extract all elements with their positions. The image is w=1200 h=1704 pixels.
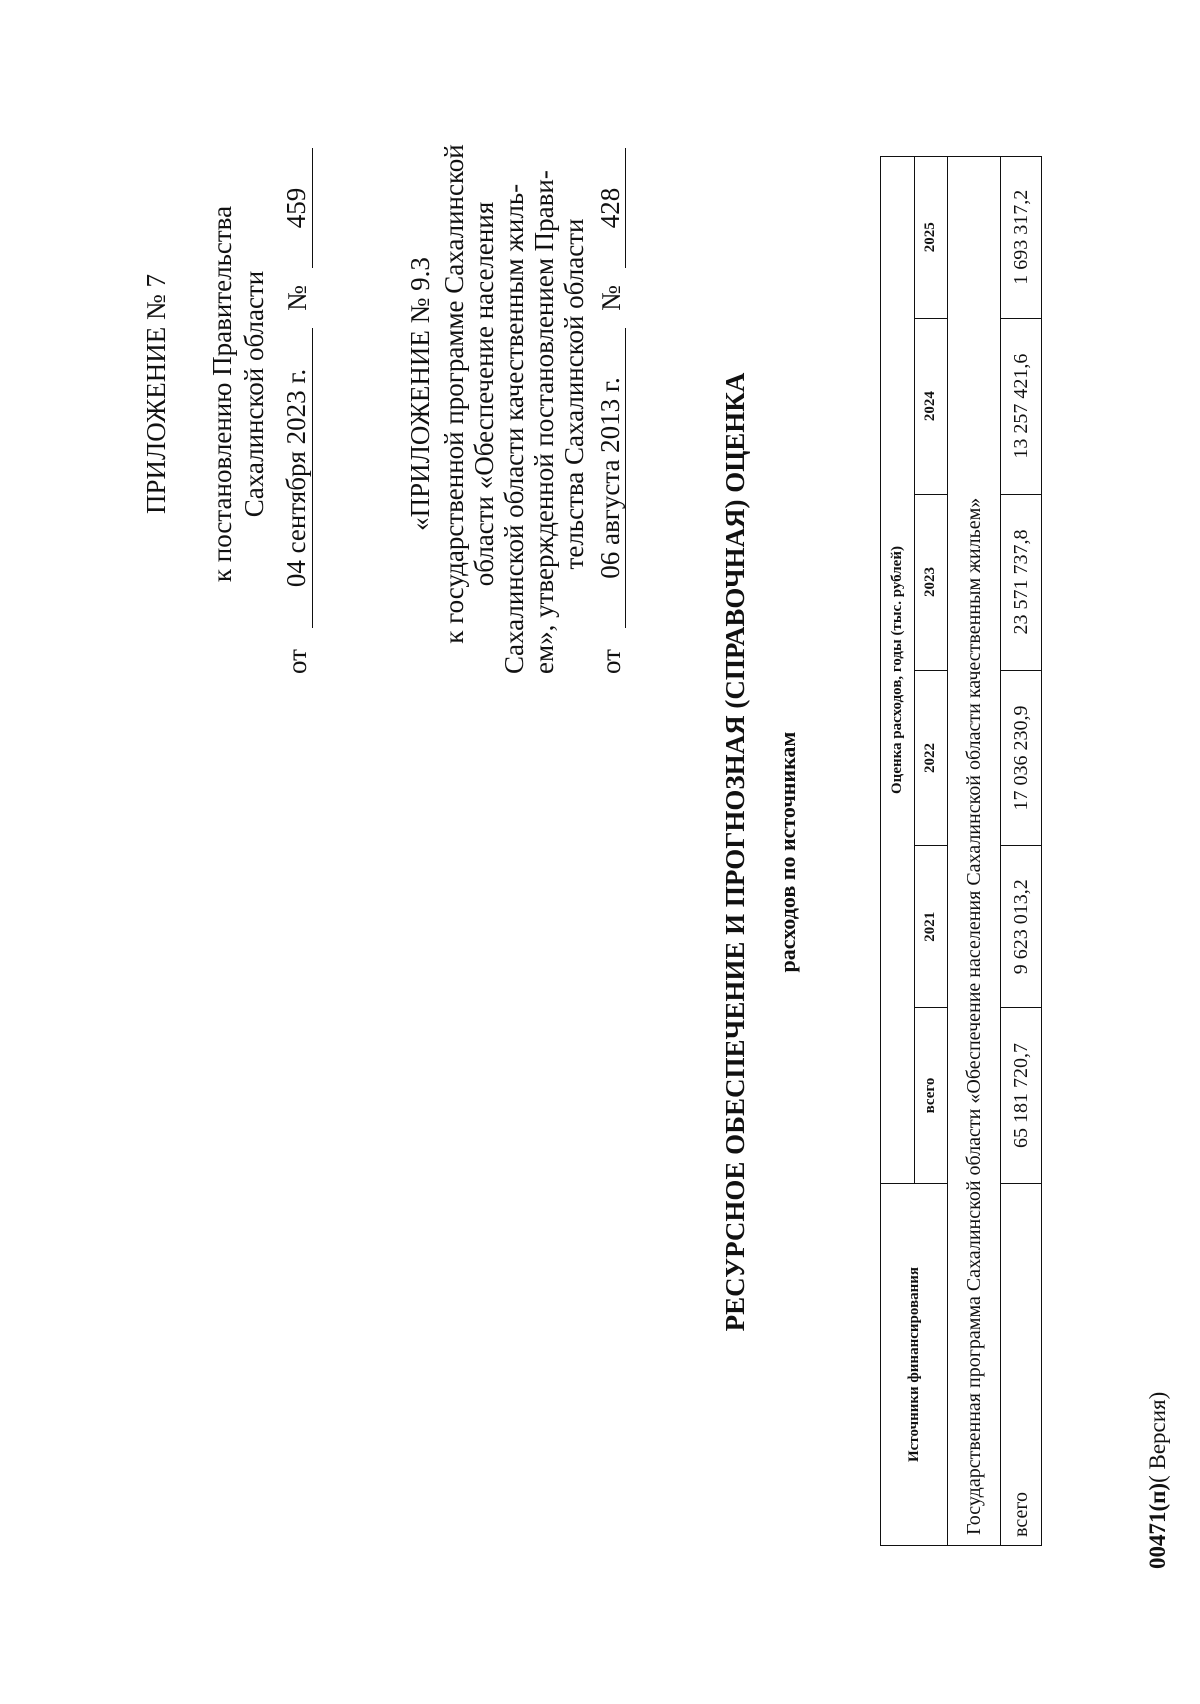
value-2024: 13 257 421,6 xyxy=(1001,318,1042,494)
year-header-total: всего xyxy=(914,1008,948,1184)
document-subtitle: расходов по источникам xyxy=(775,731,800,973)
year-header-2025: 2025 xyxy=(914,157,948,319)
appendix-line-2: Сахалинской области xyxy=(239,270,269,518)
program-appendix-line-1: к государственной программе Сахалинской xyxy=(439,144,469,644)
program-appendix-date: 06 августа 2013 г. xyxy=(595,328,626,628)
year-header-2023: 2023 xyxy=(914,494,948,670)
value-2021: 9 623 013,2 xyxy=(1001,846,1042,1008)
resources-table xyxy=(880,156,1042,1546)
program-appendix-number-sign: № xyxy=(596,285,626,311)
appendix-heading: ПРИЛОЖЕНИЕ № 7 xyxy=(141,273,171,515)
appendix-from-label: от xyxy=(282,649,312,674)
table-header-row xyxy=(881,157,915,1546)
row-source-name: всего xyxy=(1001,1184,1042,1546)
program-appendix-block xyxy=(405,114,626,674)
program-appendix-heading: «ПРИЛОЖЕНИЕ № 9.3 xyxy=(405,257,435,531)
year-header-2022: 2022 xyxy=(914,670,948,846)
appendix-date-row xyxy=(280,114,313,674)
value-2025: 1 693 317,2 xyxy=(1001,157,1042,319)
year-header-2021: 2021 xyxy=(914,846,948,1008)
program-row xyxy=(948,157,1001,1546)
appendix-date: 04 сентября 2023 г. xyxy=(280,328,313,628)
source-column-header: Источники финансирования xyxy=(881,1184,948,1546)
value-total: 65 181 720,7 xyxy=(1001,1008,1042,1184)
value-2022: 17 036 230,9 xyxy=(1001,670,1042,846)
program-appendix-from-label: от xyxy=(596,649,626,674)
program-appendix-date-row xyxy=(595,114,626,674)
year-header-2024: 2024 xyxy=(914,318,948,494)
program-appendix-line-4: ем», утвержденной постановлением Прави- xyxy=(529,170,559,674)
program-appendix-line-5: тельства Сахалинской области xyxy=(559,218,589,570)
table-row xyxy=(1001,157,1042,1546)
expense-estimate-header: Оценка расходов, годы (тыс. рублей) xyxy=(881,157,915,1184)
footer-code: 00471(п) xyxy=(1145,1482,1170,1569)
appendix-block xyxy=(140,114,313,674)
value-2023: 23 571 737,8 xyxy=(1001,494,1042,670)
document-footer xyxy=(1145,1392,1171,1569)
appendix-number: 459 xyxy=(280,148,313,268)
program-appendix-line-2: области «Обеспечение населения xyxy=(469,201,499,587)
appendix-line-1: к постановлению Правительства xyxy=(207,205,237,583)
document-title: РЕСУРСНОЕ ОБЕСПЕЧЕНИЕ И ПРОГНОЗНАЯ (СПРАВОЧНАЯ) ОЦЕНКА xyxy=(720,372,750,1332)
program-name-cell: Государственная программа Сахалинской области «Обеспечение населения Сахалинской области качественным жильем» xyxy=(948,157,1001,1546)
program-appendix-line-3: Сахалинской области качественным жиль- xyxy=(499,183,529,674)
footer-suffix: ( Версия) xyxy=(1145,1391,1170,1483)
appendix-number-sign: № xyxy=(282,285,312,311)
program-appendix-number: 428 xyxy=(595,148,626,268)
